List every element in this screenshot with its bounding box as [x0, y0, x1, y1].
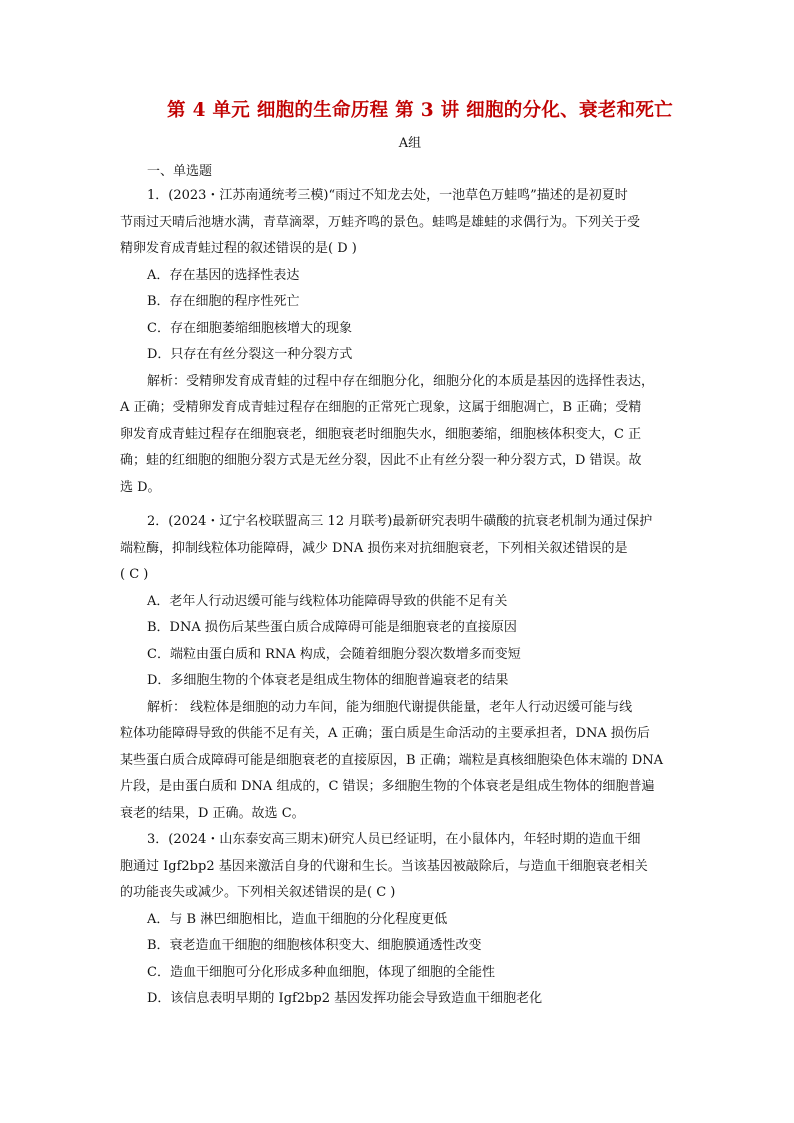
- analysis-line: 片段，是由蛋白质和 DNA 组成的，C 错误；多细胞生物的个体衰老是组成生物体的细胞普遍: [120, 779, 655, 794]
- question-stem-line: 胞通过 Igf2bp2 基因来激活自身的代谢和生长。当该基因被敲除后，与造血干细胞衰老相关: [120, 858, 648, 874]
- option-b: B．DNA 损伤后某些蛋白质合成障碍可能是细胞衰老的直接原因: [147, 620, 517, 635]
- option-c: C．造血干细胞可分化形成多种血细胞，体现了细胞的全能性: [147, 964, 495, 980]
- page-title: 第 4 单元 细胞的生命历程 第 3 讲 细胞的分化、衰老和死亡: [167, 100, 673, 121]
- analysis-line: 衰老的结果，D 正确。故选 C。: [120, 805, 305, 821]
- option-a: A．老年人行动迟缓可能与线粒体功能障碍导致的供能不足有关: [147, 593, 508, 609]
- analysis-line: 解析：受精卵发育成青蛙的过程中存在细胞分化，细胞分化的本质是基因的选择性表达，: [147, 373, 655, 389]
- question-stem-line: 节雨过天晴后池塘水满，青草滴翠，万蛙齐鸣的景色。蛙鸣是雄蛙的求偶行为。下列关于受: [120, 214, 641, 230]
- question-stem-line: ( C ): [120, 567, 149, 582]
- question-stem-line: 的功能丧失或减少。下列相关叙述错误的是( C ): [120, 885, 396, 900]
- group-label: A组: [398, 136, 422, 151]
- option-c: C．端粒由蛋白质和 RNA 构成，会随着细胞分裂次数增多而变短: [147, 646, 521, 662]
- option-b: B．存在细胞的程序性死亡: [147, 294, 300, 309]
- option-d: D．只存在有丝分裂这一种分裂方式: [147, 347, 353, 362]
- question-stem-line: 端粒酶，抑制线粒体功能障碍，减少 DNA 损伤来对抗细胞衰老，下列相关叙述错误的是: [120, 540, 628, 556]
- option-a: A．存在基因的选择性表达: [147, 267, 300, 283]
- question-1: [120, 183, 676, 501]
- section-heading: 一、单选题: [147, 164, 213, 179]
- analysis-line: 选 D。: [120, 479, 161, 495]
- question-2: [120, 509, 676, 827]
- option-d: D．该信息表明早期的 Igf2bp2 基因发挥功能会导致造血干细胞老化: [147, 991, 543, 1006]
- question-stem-line: 精卵发育成青蛙过程的叙述错误的是( D ): [120, 241, 357, 256]
- question-stem-line: 2．(2024・辽宁名校联盟高三 12 月联考)最新研究表明牛磺酸的抗衰老机制为通过保护: [147, 514, 653, 529]
- option-c: C．存在细胞萎缩细胞核增大的现象: [147, 320, 352, 336]
- analysis-line: 粒体功能障碍导致的供能不足有关，A 正确；蛋白质是生命活动的主要承担者，DNA 损伤后: [120, 726, 650, 741]
- option-b: B．衰老造血干细胞的细胞核体积变大、细胞膜通透性改变: [147, 938, 482, 953]
- analysis-line: 某些蛋白质合成障碍可能是细胞衰老的直接原因，B 正确；端粒是真核细胞染色体末端的 DNA: [120, 752, 664, 768]
- question-stem-line: 1．(2023・江苏南通统考三模)“雨过不知龙去处，一池草色万蛙鸣”描述的是初夏时: [147, 188, 628, 203]
- question-stem-line: 3．(2024・山东泰安高三期末)研究人员已经证明，在小鼠体内，年轻时期的造血干细: [147, 832, 641, 847]
- option-d: D．多细胞生物的个体衰老是组成生物体的细胞普遍衰老的结果: [147, 673, 509, 688]
- question-3: [120, 827, 676, 1013]
- analysis-line: 确；蛙的红细胞的细胞分裂方式是无丝分裂，因此不止有丝分裂一种分裂方式，D 错误。故: [120, 453, 642, 468]
- analysis-line: A 正确；受精卵发育成青蛙过程存在细胞的正常死亡现象，这属于细胞凋亡，B 正确；受精: [120, 400, 642, 415]
- option-a: A．与 B 淋巴细胞相比，造血干细胞的分化程度更低: [147, 911, 448, 927]
- analysis-line: 卵发育成青蛙过程存在细胞衰老，细胞衰老时细胞失水，细胞萎缩，细胞核体积变大，C 正: [120, 426, 642, 442]
- analysis-line: 解析： 线粒体是细胞的动力车间，能为细胞代谢提供能量，老年人行动迟缓可能与线: [147, 699, 633, 715]
